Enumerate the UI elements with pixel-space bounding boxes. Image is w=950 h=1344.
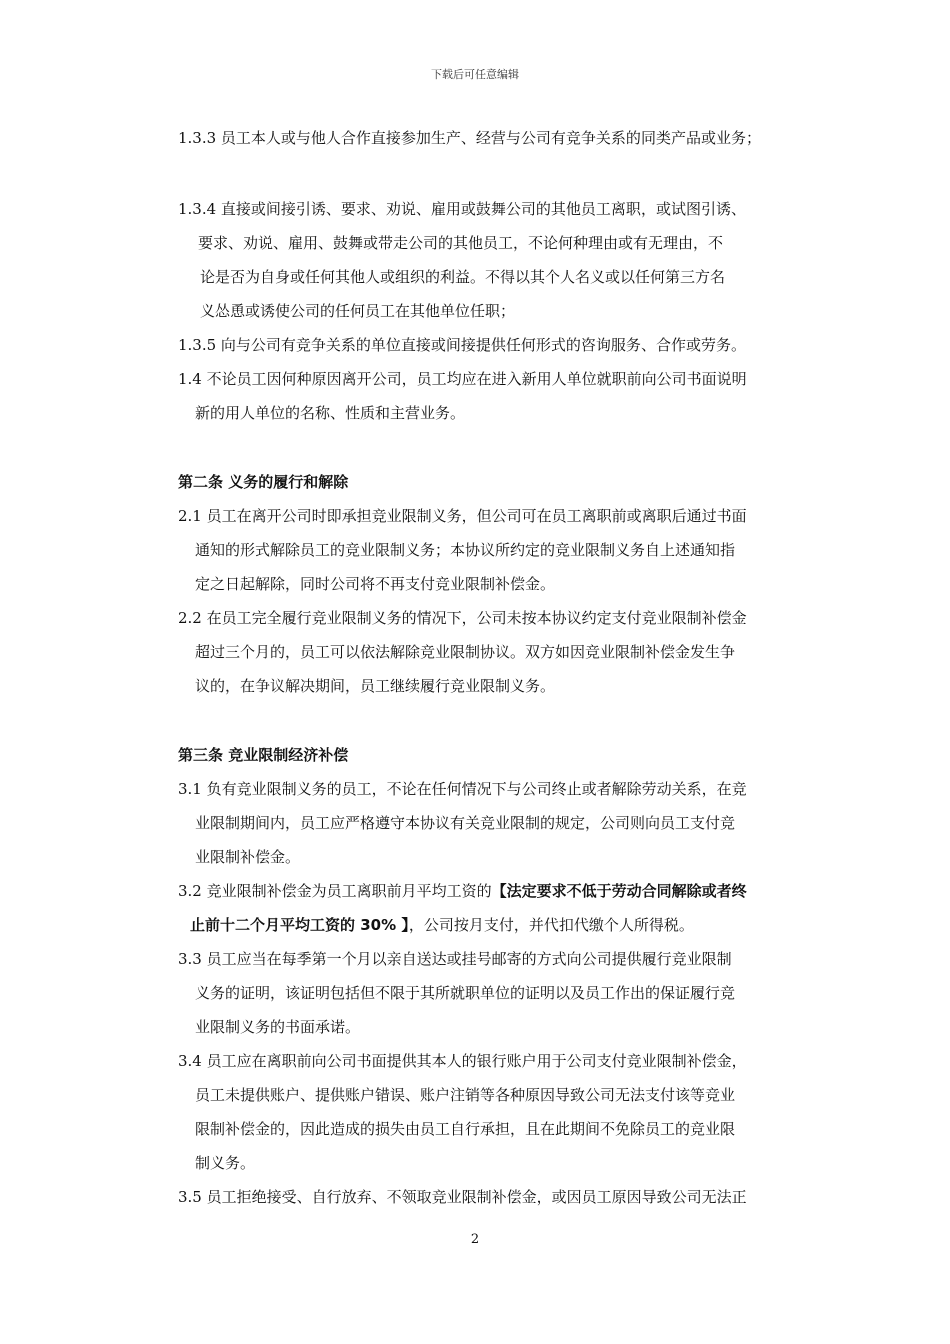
clause-3-4-line-3: 限制补偿金的，因此造成的损失由员工自行承担，且在此期间不免除员工的竞业限 (195, 1120, 736, 1138)
clause-3-4-line-2: 员工未提供账户、提供账户错误、账户注销等各种原因导致公司无法支付该等竞业 (195, 1086, 736, 1104)
clause-3-3-line-2: 义务的证明，该证明包括但不限于其所就职单位的证明以及员工作出的保证履行竞 (195, 984, 736, 1002)
clause-1-3-4-line-4: 义怂恿或诱使公司的任何员工在其他单位任职； (200, 302, 516, 320)
clause-3-2-bold-requirement: 【法定要求不低于劳动合同解除或者终 (491, 882, 747, 900)
clause-2-2-line-1: 2.2 在员工完全履行竞业限制义务的情况下，公司未按本协议约定支付竞业限制补偿金 (178, 609, 747, 627)
header-note: 下载后可任意编辑 (431, 68, 519, 81)
clause-3-2-text-end: ，公司按月支付，并代扣代缴个人所得税。 (408, 916, 694, 934)
clause-1-3-4-line-1: 1.3.4 直接或间接引诱、要求、劝说、雇用或鼓舞公司的其他员工离职，或试图引诱、 (178, 200, 746, 218)
clause-3-3-line-3: 业限制义务的书面承诺。 (195, 1018, 361, 1036)
clause-3-5-line-1: 3.5 员工拒绝接受、自行放弃、不领取竞业限制补偿金，或因员工原因导致公司无法正 (178, 1188, 747, 1206)
clause-3-1-line-2: 业限制期间内，员工应严格遵守本协议有关竞业限制的规定，公司则向员工支付竞 (195, 814, 736, 832)
clause-3-2-line-2 (190, 915, 694, 935)
article-3-heading: 第三条 竞业限制经济补偿 (178, 746, 349, 764)
clause-1-4-line-2: 新的用人单位的名称、性质和主营业务。 (195, 404, 466, 422)
clause-1-3-4-line-2: 要求、劝说、雇用、鼓舞或带走公司的其他员工，不论何种理由或有无理由，不 (198, 234, 724, 252)
page-number: 2 (470, 1232, 480, 1247)
clause-1-3-5-line-1: 1.3.5 向与公司有竞争关系的单位直接或间接提供任何形式的咨询服务、合作或劳务。 (178, 336, 746, 354)
clause-1-4-line-1: 1.4 不论员工因何种原因离开公司，员工均应在进入新用人单位就职前向公司书面说明 (178, 370, 747, 388)
article-2-heading: 第二条 义务的履行和解除 (178, 473, 349, 491)
clause-2-2-line-2: 超过三个月的，员工可以依法解除竞业限制协议。双方如因竞业限制补偿金发生争 (195, 643, 736, 661)
clause-1-3-3-line-1: 1.3.3 员工本人或与他人合作直接参加生产、经营与公司有竞争关系的同类产品或业务； (178, 129, 761, 147)
clause-3-4-line-4: 制义务。 (195, 1154, 256, 1172)
clause-2-1-line-1: 2.1 员工在离开公司时即承担竞业限制义务，但公司可在员工离职前或离职后通过书面 (178, 507, 747, 525)
clause-2-2-line-3: 议的，在争议解决期间，员工继续履行竞业限制义务。 (195, 677, 556, 695)
clause-3-2-line-1 (178, 881, 747, 901)
clause-2-1-line-2: 通知的形式解除员工的竞业限制义务；本协议所约定的竞业限制义务自上述通知指 (195, 541, 736, 559)
clause-3-2-bold-percentage: 止前十二个月平均工资的 30% (190, 916, 397, 934)
clause-3-1-line-3: 业限制补偿金。 (195, 848, 301, 866)
clause-2-1-line-3: 定之日起解除，同时公司将不再支付竞业限制补偿金。 (195, 575, 556, 593)
clause-1-3-4-line-3: 论是否为自身或任何其他人或组织的利益。不得以其个人名义或以任何第三方名 (200, 268, 726, 286)
clause-3-4-line-1: 3.4 员工应在离职前向公司书面提供其本人的银行账户用于公司支付竞业限制补偿金， (178, 1052, 747, 1070)
clause-3-2-text: 3.2 竞业限制补偿金为员工离职前月平均工资的 (178, 882, 492, 900)
clause-3-2-bold-bracket: 】 (396, 916, 409, 934)
clause-3-3-line-1: 3.3 员工应当在每季第一个月以亲自送达或挂号邮寄的方式向公司提供履行竞业限制 (178, 950, 732, 968)
clause-3-1-line-1: 3.1 负有竞业限制义务的员工，不论在任何情况下与公司终止或者解除劳动关系，在竞 (178, 780, 747, 798)
